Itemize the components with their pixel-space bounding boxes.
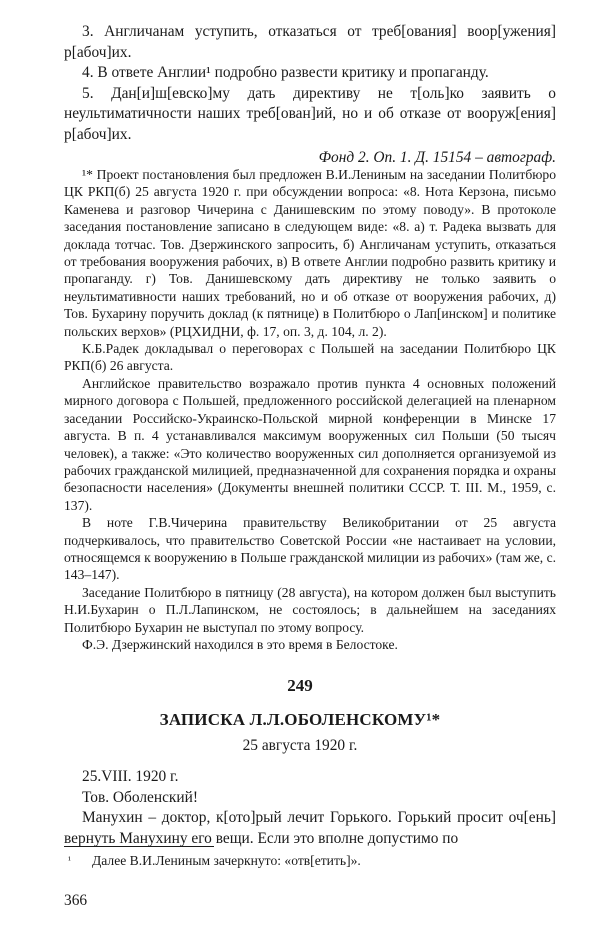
letter-text: Манухин – доктор, к[ото]рый лечит Горького. Горький просит оч[ень] вернуть Манухину его вещи. Если это вполне допустимо по	[64, 809, 556, 847]
page-number: 366	[64, 892, 88, 909]
note-paragraph: В ноте Г.В.Чичерина правительству Великобритании от 25 августа подчеркивалось, что правительство Советской России «не настаивает на условии, относящемся к вооружению в Польше гражданской милиции из рабочих» (там же, с. 143–147).	[64, 515, 556, 583]
document-body	[64, 767, 556, 849]
footnote-text: Далее В.И.Лениным зачеркнуто: «отв[етить]».	[92, 853, 361, 868]
item-4: 4. В ответе Англии¹ подробно развести критику и пропаганду.	[82, 64, 489, 82]
footnote-divider	[64, 846, 214, 847]
letter-salutation: Тов. Оболенский!	[82, 788, 198, 806]
archive-source: Фонд 2. Оп. 1. Д. 15154 – автограф.	[318, 148, 556, 166]
document-title: ЗАПИСКА Л.Л.ОБОЛЕНСКОМУ¹*	[159, 710, 441, 729]
note-paragraph: Английское правительство возражало против пункта 4 основных положений мирного договора с Польшей, предложенного российской делегацией на пленарном заседании Российско-Украинско-Польской мирной конференции в Минске 17 августа. В п. 4 устанавливался максимум вооруженных сил Польши (50 тысяч человек), а также: «Это количество вооруженных сил дополняется организуемой из рабочих гражданской милицией, предназначенной для сохранения порядка и охраны безопасности населения» (Документы внешней политики СССР. Т. III. М., 1959, с. 137).	[64, 375, 556, 513]
footnote-marker: ¹	[68, 855, 71, 866]
letter-date: 25.VIII. 1920 г.	[82, 768, 179, 785]
note-paragraph: Ф.Э. Дзержинский находился в это время в Белостоке.	[82, 636, 398, 652]
note-paragraph: ¹* Проект постановления был предложен В.И.Лениным на заседании Политбюро ЦК РКП(б) 25 августа 1920 г. при обсуждении вопроса: «8. Нота Керзона, письмо Каменева и разговор Чичерина с Данишевским по этому поводу». В протоколе заседания постановление записано в следующем виде: «8. а) т. Радека вызвать для доклада тотчас. Тов. Дзержинского запросить, б) Англичанам уступить, отказаться от требования вооружения рабочих, в) В ответе Англии подробно развить критику и пропаганду. г) Тов. Данишевскому дать директиву не только заявить о неультимативности наших требований, но и об отказе от вооружения рабочих, д) Тов. Бухарину поручить доклад (к пятнице) в Политбюро о Лап[инском] и политике польских верхов» (РЦХИДНИ, ф. 17, оп. 3, д. 104, л. 2).	[64, 167, 556, 339]
note-paragraph: Заседание Политбюро в пятницу (28 августа), на котором должен был выступить Н.И.Бухарин о П.Л.Лапинском, не состоялось; в дальнейшем на заседаниях Политбюро Бухарин не выступал по этому вопросу.	[64, 584, 556, 635]
item-3: 3. Англичанам уступить, отказаться от треб[ования] воор[ужения] р[абоч]их.	[64, 23, 556, 61]
document-number: 249	[287, 676, 313, 695]
footnote	[64, 852, 556, 869]
top-text-block	[64, 22, 556, 168]
note-paragraph: К.Б.Радек докладывал о переговорах с Польшей на заседании Политбюро ЦК РКП(б) 26 августа.	[64, 341, 556, 374]
editorial-notes	[64, 166, 556, 653]
document-date: 25 августа 1920 г.	[242, 737, 358, 754]
item-5: 5. Дан[и]ш[евско]му дать директиву не т[оль]ко заявить о неультиматичности наших треб[ован]ий, но и об отказе от вооруж[ения] р[абоч]их.	[64, 84, 556, 143]
